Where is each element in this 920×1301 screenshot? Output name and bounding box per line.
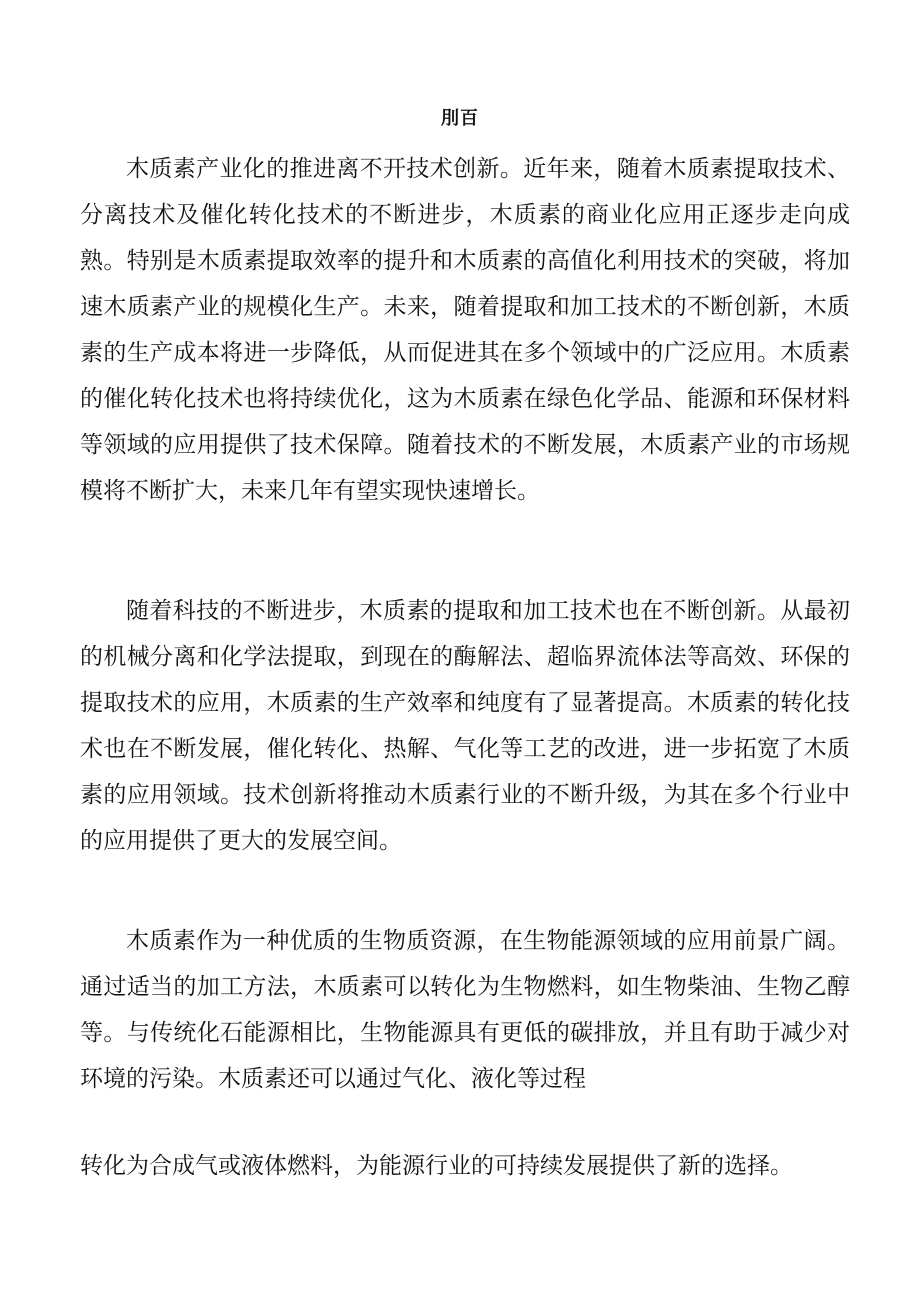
- paragraph-2: 随着科技的不断进步，木质素的提取和加工技术也在不断创新。从最初的机械分离和化学法提取，到现在的酶解法、超临界流体法等高效、环保的提取技术的应用，木质素的生产效率和纯度有了显著提高。木质素的转化技术也在不断发展，催化转化、热解、气化等工艺的改进，进一步拓宽了木质素的应用领域。技术创新将推动木质素行业的不断升级，为其在多个行业中的应用提供了更大的发展空间。: [80, 598, 850, 854]
- page-title: 刖百: [441, 108, 479, 129]
- paragraph-1: 木质素产业化的推进离不开技术创新。近年来，随着木质素提取技术、分离技术及催化转化技术的不断进步，木质素的商业化应用正逐步走向成熟。特别是木质素提取效率的提升和木质素的高值化利用技术的突破，将加速木质素产业的规模化生产。未来，随着提取和加工技术的不断创新，木质素的生产成本将进一步降低，从而促进其在多个领域中的广泛应用。木质素的催化转化技术也将持续优化，这为木质素在绿色化学品、能源和环保材料等领域的应用提供了技术保障。随着技术的不断发展，木质素产业的市场规模将不断扩大，未来几年有望实现快速增长。: [80, 156, 850, 504]
- paragraph-3: 木质素作为一种优质的生物质资源，在生物能源领域的应用前景广阔。通过适当的加工方法，木质素可以转化为生物燃料，如生物柴油、生物乙醇等。与传统化石能源相比，生物能源具有更低的碳排放，并且有助于减少对环境的污染。木质素还可以通过气化、液化等过程: [80, 928, 850, 1092]
- paragraph-4: 转化为合成气或液体燃料，为能源行业的可持续发展提供了新的选择。: [80, 1153, 793, 1179]
